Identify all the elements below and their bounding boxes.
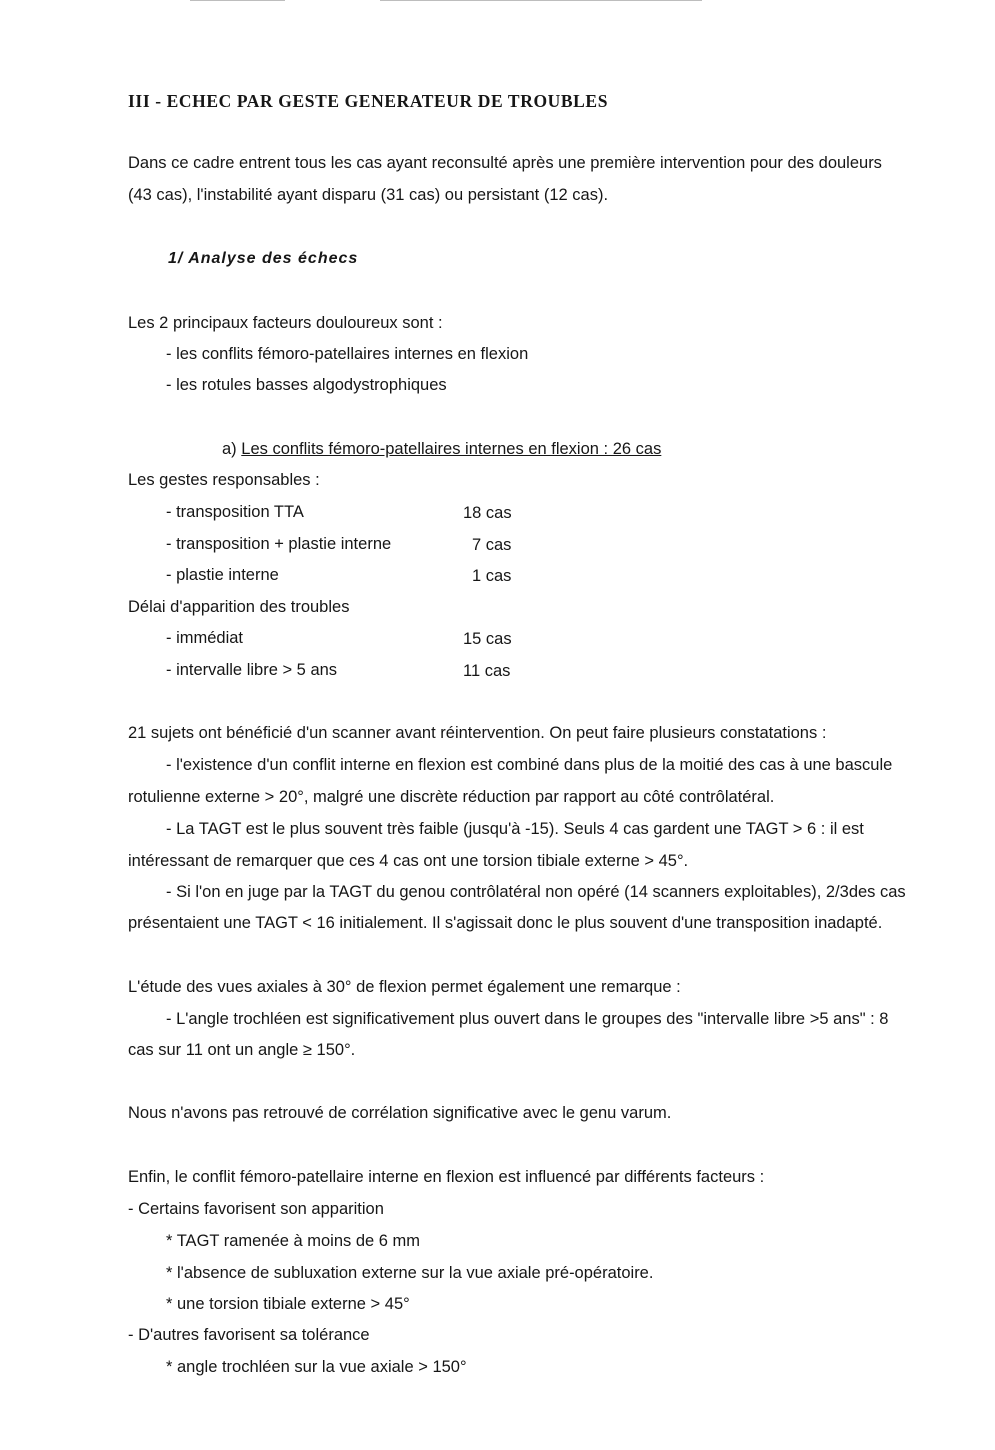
axial-line: - L'angle trochléen est significativement plus ouvert dans le groupes des "intervalle libre >5 ans" : 8 [166,1010,889,1028]
delai-label: - intervalle libre > 5 ans [166,661,338,679]
scanner-line: 21 sujets ont bénéficié d'un scanner avant réintervention. On peut faire plusieurs constatations : [128,724,827,742]
factor-item: - les conflits fémoro-patellaires internes en flexion [166,345,529,363]
subsection-a-prefix: a) [222,440,242,458]
subsection-title: 1/ Analyse des échecs [168,250,359,267]
scanner-line: - Si l'on en juge par la TAGT du genou contrôlatéral non opéré (14 scanners exploitables), 2/3des cas [166,883,906,901]
geste-value: 7 cas [472,536,512,554]
bullet-item: * TAGT ramenée à moins de 6 mm [166,1232,421,1250]
section-heading: III - ECHEC PAR GESTE GENERATEUR DE TROUBLES [128,91,609,111]
intro-line: (43 cas), l'instabilité ayant disparu (31 cas) ou persistant (12 cas). [128,186,609,204]
delai-value: 15 cas [463,630,512,648]
conclusion-lead: Enfin, le conflit fémoro-patellaire interne en flexion est influencé par différents facteurs : [128,1168,765,1186]
bullet-item: * l'absence de subluxation externe sur la vue axiale pré-opératoire. [166,1264,654,1282]
group-title: - Certains favorisent son apparition [128,1200,384,1218]
scanner-line: intéressant de remarquer que ces 4 cas ont une torsion tibiale externe > 45°. [128,852,689,870]
subsection-a-title: Les conflits fémoro-patellaires internes en flexion : 26 cas [241,440,662,458]
factor-item: - les rotules basses algodystrophiques [166,376,447,394]
delai-title: Délai d'apparition des troubles [128,598,350,616]
bullet-item: * une torsion tibiale externe > 45° [166,1295,410,1313]
axial-line: cas sur 11 ont un angle ≥ 150°. [128,1041,356,1059]
scanner-line: rotulienne externe > 20°, malgré une discrète réduction par rapport au côté contrôlatéral. [128,788,775,806]
scanner-line: - l'existence d'un conflit interne en flexion est combiné dans plus de la moitié des cas à une bascule [166,756,893,774]
scanner-line: - La TAGT est le plus souvent très faible (jusqu'à -15). Seuls 4 cas gardent une TAGT > 6 : il est [166,820,864,838]
geste-value: 18 cas [463,504,512,522]
delai-value: 11 cas [463,662,511,680]
geste-label: - transposition TTA [166,503,304,521]
bullet-item: * angle trochléen sur la vue axiale > 150° [166,1358,467,1376]
scan-edge-line [190,0,285,1]
factors-lead: Les 2 principaux facteurs douloureux sont : [128,314,443,332]
intro-line: Dans ce cadre entrent tous les cas ayant reconsulté après une première intervention pour des douleurs [128,154,882,172]
scanner-line: présentaient une TAGT < 16 initialement. Il s'agissait donc le plus souvent d'une transposition inadapté. [128,914,883,932]
geste-label: - transposition + plastie interne [166,535,392,553]
varum-line: Nous n'avons pas retrouvé de corrélation significative avec le genu varum. [128,1104,672,1122]
axial-line: L'étude des vues axiales à 30° de flexion permet également une remarque : [128,978,681,996]
geste-label: - plastie interne [166,566,279,584]
gestes-title: Les gestes responsables : [128,471,320,489]
subsection-a [222,439,661,459]
delai-label: - immédiat [166,629,244,647]
geste-value: 1 cas [472,567,512,585]
group-title: - D'autres favorisent sa tolérance [128,1326,370,1344]
scan-edge-line [380,0,702,1]
